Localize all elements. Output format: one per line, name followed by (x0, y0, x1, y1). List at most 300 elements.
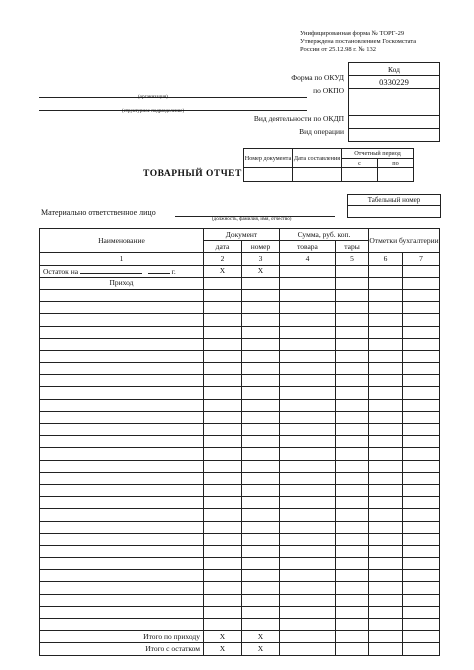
table-cell[interactable] (280, 448, 336, 460)
table-cell[interactable] (369, 338, 403, 350)
table-cell[interactable] (204, 448, 242, 460)
table-cell[interactable] (242, 289, 280, 301)
total-income-label: Итого по приходу (40, 631, 204, 643)
col-goods-header: товара (280, 241, 336, 253)
organization-line[interactable] (39, 97, 307, 98)
period-from-header: с (342, 159, 378, 168)
income-label: Приход (40, 277, 204, 289)
table-cell[interactable] (280, 570, 336, 582)
table-cell[interactable] (336, 460, 369, 472)
period-header: Отчетный период (342, 149, 414, 159)
table-cell[interactable] (204, 558, 242, 570)
table-cell[interactable] (403, 533, 440, 545)
operation-value[interactable] (349, 129, 440, 142)
table-cell[interactable] (280, 387, 336, 399)
x-mark: X (204, 631, 242, 643)
table-cell[interactable] (204, 375, 242, 387)
table-cell[interactable] (403, 314, 440, 326)
table-cell[interactable] (280, 472, 336, 484)
table-row (40, 582, 440, 594)
table-cell[interactable] (336, 387, 369, 399)
table-cell[interactable] (369, 375, 403, 387)
table-cell[interactable] (369, 460, 403, 472)
table-cell[interactable] (242, 570, 280, 582)
okud-label: Форма по ОКУД (291, 73, 344, 82)
table-cell[interactable] (280, 277, 336, 289)
table-cell[interactable] (204, 594, 242, 606)
table-cell[interactable] (403, 448, 440, 460)
table-cell[interactable] (280, 424, 336, 436)
table-cell[interactable] (40, 545, 204, 557)
table-cell[interactable] (40, 424, 204, 436)
table-cell[interactable] (204, 533, 242, 545)
table-cell[interactable] (369, 472, 403, 484)
page-title: ТОВАРНЫЙ ОТЧЕТ (143, 169, 242, 179)
table-cell[interactable] (242, 582, 280, 594)
table-cell[interactable] (204, 387, 242, 399)
table-row (40, 314, 440, 326)
table-cell[interactable] (403, 472, 440, 484)
balance-suffix: г. (171, 266, 176, 276)
table-cell[interactable] (280, 265, 336, 277)
table-cell[interactable] (403, 643, 440, 655)
table-row (40, 448, 440, 460)
table-cell[interactable] (204, 582, 242, 594)
table-cell[interactable] (242, 619, 280, 631)
table-cell[interactable] (369, 558, 403, 570)
table-cell[interactable] (336, 363, 369, 375)
table-cell[interactable] (336, 558, 369, 570)
table-cell[interactable] (403, 484, 440, 496)
table-row (40, 619, 440, 631)
table-cell[interactable] (280, 631, 336, 643)
table-cell[interactable] (369, 363, 403, 375)
balance-label: Остаток на (43, 266, 79, 276)
table-cell[interactable] (40, 399, 204, 411)
table-cell[interactable] (336, 399, 369, 411)
table-cell[interactable] (242, 533, 280, 545)
table-cell[interactable] (369, 448, 403, 460)
table-cell[interactable] (403, 570, 440, 582)
table-cell[interactable] (336, 350, 369, 362)
table-cell[interactable] (336, 448, 369, 460)
table-cell[interactable] (40, 472, 204, 484)
table-cell[interactable] (369, 350, 403, 362)
table-cell[interactable] (369, 411, 403, 423)
doc-number-cell[interactable] (244, 168, 293, 182)
table-cell[interactable] (40, 314, 204, 326)
col-number: 1 (40, 253, 204, 265)
table-cell[interactable] (40, 448, 204, 460)
period-to-header: по (378, 159, 414, 168)
table-cell[interactable] (403, 289, 440, 301)
table-cell[interactable] (280, 460, 336, 472)
table-cell[interactable] (369, 619, 403, 631)
table-cell[interactable] (369, 387, 403, 399)
table-cell[interactable] (336, 277, 369, 289)
organization-caption: (организация) (138, 95, 168, 100)
table-cell[interactable] (40, 375, 204, 387)
table-cell[interactable] (336, 338, 369, 350)
table-cell[interactable] (242, 472, 280, 484)
table-row (40, 521, 440, 533)
x-mark: X (242, 631, 280, 643)
table-row (40, 424, 440, 436)
responsible-label: Материально ответственное лицо (41, 208, 156, 217)
table-cell[interactable] (280, 363, 336, 375)
table-cell[interactable] (369, 594, 403, 606)
table-cell[interactable] (242, 302, 280, 314)
table-cell[interactable] (403, 606, 440, 618)
table-row (40, 338, 440, 350)
table-cell[interactable] (242, 497, 280, 509)
table-cell[interactable] (280, 289, 336, 301)
table-cell[interactable] (336, 314, 369, 326)
table-cell[interactable] (40, 619, 204, 631)
col-number: 4 (280, 253, 336, 265)
balance-date-line[interactable] (80, 266, 142, 274)
table-cell[interactable] (280, 594, 336, 606)
table-cell[interactable] (336, 484, 369, 496)
table-cell[interactable] (242, 326, 280, 338)
col-marks-header: Отметки бухгалтерии (369, 229, 440, 253)
table-cell[interactable] (280, 558, 336, 570)
table-cell[interactable] (40, 558, 204, 570)
table-row (40, 302, 440, 314)
table-row (40, 411, 440, 423)
x-mark: X (204, 265, 242, 277)
okdp-label: Вид деятельности по ОКДП (253, 114, 344, 123)
table-cell[interactable] (403, 436, 440, 448)
table-cell[interactable] (369, 289, 403, 301)
table-cell[interactable] (280, 619, 336, 631)
period-from-cell[interactable] (342, 168, 378, 182)
table-cell[interactable] (403, 558, 440, 570)
table-cell[interactable] (280, 326, 336, 338)
table-cell[interactable] (40, 338, 204, 350)
table-row (40, 570, 440, 582)
table-cell[interactable] (40, 484, 204, 496)
table-cell[interactable] (280, 582, 336, 594)
table-cell[interactable] (403, 302, 440, 314)
table-row (40, 509, 440, 521)
table-cell[interactable] (242, 606, 280, 618)
okpo-label: по ОКПО (313, 86, 344, 95)
table-cell[interactable] (403, 631, 440, 643)
table-cell[interactable] (242, 484, 280, 496)
col-number: 7 (403, 253, 440, 265)
table-cell[interactable] (204, 411, 242, 423)
col-doc-num-header: номер (242, 241, 280, 253)
table-cell[interactable] (280, 350, 336, 362)
table-cell[interactable] (242, 594, 280, 606)
table-cell[interactable] (280, 533, 336, 545)
table-row (40, 399, 440, 411)
table-cell[interactable] (242, 350, 280, 362)
table-cell[interactable] (403, 619, 440, 631)
table-cell[interactable] (242, 558, 280, 570)
table-cell[interactable] (336, 643, 369, 655)
col-name-header: Наименование (40, 229, 204, 253)
table-cell[interactable] (403, 545, 440, 557)
table-cell[interactable] (280, 399, 336, 411)
table-cell[interactable] (242, 424, 280, 436)
col-number: 2 (204, 253, 242, 265)
table-cell[interactable] (403, 509, 440, 521)
table-row (40, 350, 440, 362)
table-cell[interactable] (280, 302, 336, 314)
table-cell[interactable] (280, 643, 336, 655)
table-cell[interactable] (369, 570, 403, 582)
table-cell[interactable] (403, 363, 440, 375)
table-cell[interactable] (280, 411, 336, 423)
table-cell[interactable] (369, 521, 403, 533)
table-row (40, 289, 440, 301)
table-cell[interactable] (204, 497, 242, 509)
table-cell[interactable] (40, 497, 204, 509)
table-cell[interactable] (369, 484, 403, 496)
table-cell[interactable] (336, 265, 369, 277)
x-mark: X (242, 643, 280, 655)
table-cell[interactable] (280, 509, 336, 521)
table-cell[interactable] (204, 314, 242, 326)
table-cell[interactable] (369, 643, 403, 655)
table-cell[interactable] (40, 594, 204, 606)
table-cell[interactable] (403, 497, 440, 509)
note-line: Унифицированная форма № ТОРГ-29 (300, 30, 405, 37)
table-cell[interactable] (336, 326, 369, 338)
table-cell[interactable] (40, 363, 204, 375)
table-cell[interactable] (403, 277, 440, 289)
tabel-number-cell[interactable] (348, 206, 441, 218)
table-cell[interactable] (40, 460, 204, 472)
table-cell[interactable] (403, 265, 440, 277)
table-cell[interactable] (242, 363, 280, 375)
table-cell[interactable] (369, 582, 403, 594)
table-cell[interactable] (204, 509, 242, 521)
table-cell[interactable] (204, 326, 242, 338)
table-cell[interactable] (242, 314, 280, 326)
table-cell[interactable] (40, 436, 204, 448)
table-cell[interactable] (280, 545, 336, 557)
table-cell[interactable] (40, 606, 204, 618)
table-cell[interactable] (40, 387, 204, 399)
table-cell[interactable] (403, 375, 440, 387)
okud-value[interactable]: 0330229 (349, 76, 440, 89)
table-cell[interactable] (204, 436, 242, 448)
table-cell[interactable] (204, 460, 242, 472)
table-cell[interactable] (242, 277, 280, 289)
table-cell[interactable] (336, 570, 369, 582)
table-cell[interactable] (242, 509, 280, 521)
okdp-value[interactable] (349, 116, 440, 129)
period-to-cell[interactable] (378, 168, 414, 182)
table-cell[interactable] (280, 521, 336, 533)
operation-label: Вид операции (299, 127, 344, 136)
table-cell[interactable] (280, 436, 336, 448)
table-cell[interactable] (336, 289, 369, 301)
doc-number-header: Номер документа (244, 149, 293, 168)
table-cell[interactable] (369, 533, 403, 545)
okpo-value[interactable] (349, 89, 440, 116)
table-cell[interactable] (336, 497, 369, 509)
table-cell[interactable] (40, 582, 204, 594)
table-cell[interactable] (336, 411, 369, 423)
table-cell[interactable] (336, 619, 369, 631)
table-cell[interactable] (403, 387, 440, 399)
table-row (40, 545, 440, 557)
table-row (40, 533, 440, 545)
total-balance-label: Итого с остатком (40, 643, 204, 655)
col-sum-header: Сумма, руб. коп. (280, 229, 369, 241)
table-cell[interactable] (40, 509, 204, 521)
table-cell[interactable] (204, 521, 242, 533)
table-cell[interactable] (204, 350, 242, 362)
table-row (40, 558, 440, 570)
table-cell[interactable] (403, 399, 440, 411)
table-cell[interactable] (369, 326, 403, 338)
table-cell[interactable] (369, 509, 403, 521)
table-row (40, 326, 440, 338)
table-cell[interactable] (40, 521, 204, 533)
table-cell[interactable] (336, 594, 369, 606)
responsible-caption: (должность, фамилия, имя, отчество) (212, 217, 292, 222)
table-cell[interactable] (204, 619, 242, 631)
table-cell[interactable] (204, 570, 242, 582)
table-cell[interactable] (403, 521, 440, 533)
table-cell[interactable] (204, 472, 242, 484)
table-cell[interactable] (204, 363, 242, 375)
col-number: 5 (336, 253, 369, 265)
table-cell[interactable] (336, 606, 369, 618)
code-box (348, 62, 440, 142)
table-cell[interactable] (336, 521, 369, 533)
tabel-number-box (347, 194, 441, 218)
table-cell[interactable] (242, 338, 280, 350)
table-cell[interactable] (403, 594, 440, 606)
table-cell[interactable] (336, 631, 369, 643)
table-cell[interactable] (403, 424, 440, 436)
tabel-number-header: Табельный номер (348, 195, 441, 206)
table-cell[interactable] (40, 289, 204, 301)
table-row (40, 387, 440, 399)
table-cell[interactable] (40, 411, 204, 423)
table-cell[interactable] (369, 497, 403, 509)
table-cell[interactable] (242, 411, 280, 423)
table-cell[interactable] (336, 302, 369, 314)
table-cell[interactable] (280, 497, 336, 509)
table-row (40, 472, 440, 484)
table-cell[interactable] (336, 436, 369, 448)
table-cell[interactable] (280, 338, 336, 350)
table-row (40, 594, 440, 606)
col-doc-date-header: дата (204, 241, 242, 253)
x-mark: X (204, 643, 242, 655)
table-cell[interactable] (242, 436, 280, 448)
table-cell[interactable] (242, 460, 280, 472)
table-cell[interactable] (336, 509, 369, 521)
table-cell[interactable] (242, 521, 280, 533)
table-cell[interactable] (40, 533, 204, 545)
table-cell[interactable] (242, 448, 280, 460)
table-row (40, 375, 440, 387)
table-cell[interactable] (403, 460, 440, 472)
table-cell[interactable] (369, 436, 403, 448)
table-cell[interactable] (369, 545, 403, 557)
table-cell[interactable] (204, 302, 242, 314)
table-row (40, 363, 440, 375)
table-cell[interactable] (280, 484, 336, 496)
table-row (40, 436, 440, 448)
table-row (40, 606, 440, 618)
table-cell[interactable] (336, 545, 369, 557)
table-cell[interactable] (403, 411, 440, 423)
doc-date-cell[interactable] (293, 168, 342, 182)
table-cell[interactable] (403, 326, 440, 338)
table-cell[interactable] (204, 289, 242, 301)
col-doc-header: Документ (204, 229, 280, 241)
table-cell[interactable] (204, 424, 242, 436)
table-cell[interactable] (242, 545, 280, 557)
col-tare-header: тары (336, 241, 369, 253)
table-cell[interactable] (40, 326, 204, 338)
table-cell[interactable] (336, 533, 369, 545)
department-caption: (структурное подразделение) (122, 109, 185, 114)
doc-date-header: Дата составления (293, 149, 342, 168)
note-line: России от 25.12.98 г. № 132 (300, 46, 376, 53)
table-cell[interactable] (204, 277, 242, 289)
table-cell[interactable] (40, 302, 204, 314)
table-cell[interactable] (204, 606, 242, 618)
table-cell[interactable] (403, 582, 440, 594)
table-cell[interactable] (336, 582, 369, 594)
table-cell[interactable] (204, 399, 242, 411)
table-cell[interactable] (369, 424, 403, 436)
table-row (40, 484, 440, 496)
table-cell[interactable] (280, 606, 336, 618)
table-cell[interactable] (369, 314, 403, 326)
table-cell[interactable] (369, 606, 403, 618)
balance-year-line[interactable] (148, 266, 170, 274)
table-cell[interactable] (369, 265, 403, 277)
table-cell[interactable] (204, 545, 242, 557)
table-cell[interactable] (369, 631, 403, 643)
table-cell[interactable] (336, 375, 369, 387)
table-row (40, 497, 440, 509)
table-cell[interactable] (204, 338, 242, 350)
table-cell[interactable] (242, 375, 280, 387)
table-cell[interactable] (40, 350, 204, 362)
table-cell[interactable] (40, 570, 204, 582)
table-cell[interactable] (204, 484, 242, 496)
table-cell[interactable] (242, 387, 280, 399)
document-info-table (243, 148, 414, 182)
table-cell[interactable] (280, 375, 336, 387)
table-cell[interactable] (369, 399, 403, 411)
table-cell[interactable] (336, 424, 369, 436)
balance-row-label[interactable] (40, 265, 204, 277)
table-cell[interactable] (242, 399, 280, 411)
table-cell[interactable] (336, 472, 369, 484)
table-cell[interactable] (369, 302, 403, 314)
table-cell[interactable] (403, 338, 440, 350)
table-cell[interactable] (403, 350, 440, 362)
table-row (40, 460, 440, 472)
form-approval-note (300, 30, 416, 54)
goods-report-table (39, 228, 440, 656)
table-cell[interactable] (280, 314, 336, 326)
table-cell[interactable] (369, 277, 403, 289)
